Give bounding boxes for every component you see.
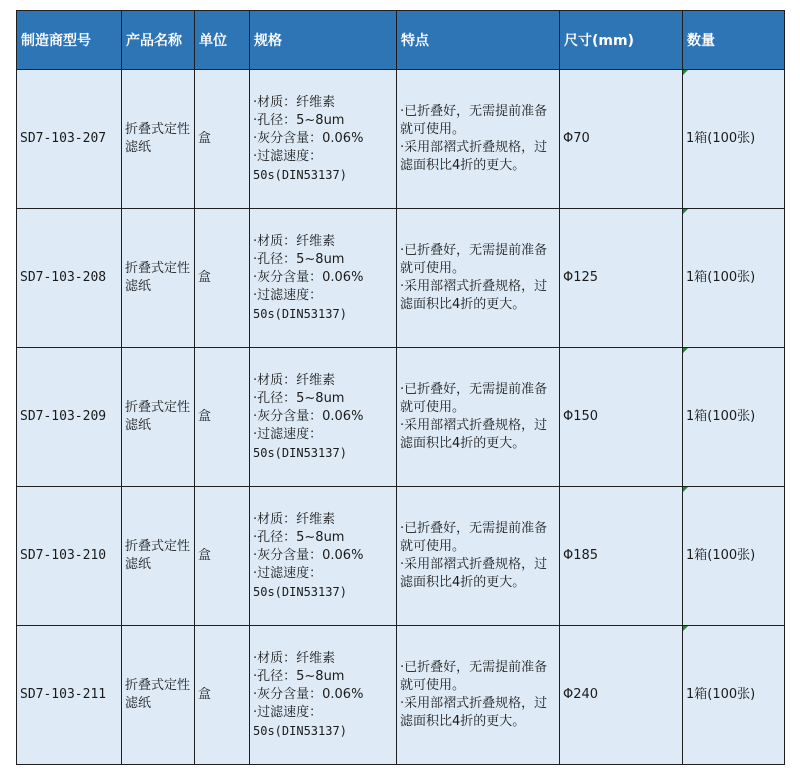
cell-spec (250, 626, 397, 765)
cell-spec (250, 209, 397, 348)
feature-line: ·采用部褶式折叠规格，过滤面积比4折的更大。 (400, 279, 548, 312)
product-spec-table (16, 10, 785, 765)
spec-line: ·灰分含量：0.06% (253, 687, 364, 702)
header-size: 尺寸(mm) (560, 11, 683, 70)
cell-size: Φ150 (560, 348, 683, 487)
cell-unit: 盒 (195, 348, 250, 487)
feature-line: ·采用部褶式折叠规格，过滤面积比4折的更大。 (400, 696, 548, 729)
cell-model: SD7-103-207 (17, 70, 122, 209)
cell-model: SD7-103-208 (17, 209, 122, 348)
spec-line: ·过滤速度： (253, 149, 323, 164)
cell-size: Φ70 (560, 70, 683, 209)
spec-line: ·灰分含量：0.06% (253, 409, 364, 424)
table-body (17, 70, 785, 765)
table-row (17, 70, 785, 209)
spec-line: ·孔径：5~8um (253, 669, 345, 684)
spec-line: ·孔径：5~8um (253, 113, 345, 128)
spec-line: ·材质：纤维素 (253, 651, 336, 666)
cell-spec (250, 487, 397, 626)
comment-corner-marker (683, 209, 688, 214)
table-row (17, 209, 785, 348)
spec-line: ·灰分含量：0.06% (253, 131, 364, 146)
header-qty: 数量 (683, 11, 785, 70)
spec-line: 50s(DIN53137) (253, 168, 347, 182)
comment-corner-marker (683, 626, 688, 631)
spec-line: ·材质：纤维素 (253, 512, 336, 527)
header-features: 特点 (397, 11, 560, 70)
cell-qty: 1箱(100张) (683, 487, 785, 626)
feature-line: ·采用部褶式折叠规格，过滤面积比4折的更大。 (400, 418, 548, 451)
cell-qty: 1箱(100张) (683, 70, 785, 209)
cell-product-name: 折叠式定性滤纸 (122, 626, 195, 765)
cell-qty: 1箱(100张) (683, 626, 785, 765)
spec-line: 50s(DIN53137) (253, 307, 347, 321)
spec-line: 50s(DIN53137) (253, 724, 347, 738)
feature-line: ·采用部褶式折叠规格，过滤面积比4折的更大。 (400, 557, 548, 590)
cell-features (397, 487, 560, 626)
spec-line: ·过滤速度： (253, 288, 323, 303)
spec-line: ·孔径：5~8um (253, 530, 345, 545)
comment-corner-marker (683, 70, 688, 75)
spec-line: ·灰分含量：0.06% (253, 270, 364, 285)
feature-line: ·已折叠好，无需提前准备就可使用。 (400, 521, 548, 554)
table-row (17, 626, 785, 765)
spec-line: ·过滤速度： (253, 427, 323, 442)
spec-line: ·过滤速度： (253, 705, 323, 720)
cell-unit: 盒 (195, 209, 250, 348)
header-unit: 单位 (195, 11, 250, 70)
comment-corner-marker (683, 487, 688, 492)
spec-line: ·材质：纤维素 (253, 373, 336, 388)
cell-features (397, 348, 560, 487)
header-name: 产品名称 (122, 11, 195, 70)
spec-line: 50s(DIN53137) (253, 585, 347, 599)
feature-line: ·已折叠好，无需提前准备就可使用。 (400, 104, 548, 137)
cell-unit: 盒 (195, 487, 250, 626)
cell-unit: 盒 (195, 70, 250, 209)
spec-line: ·孔径：5~8um (253, 391, 345, 406)
header-model: 制造商型号 (17, 11, 122, 70)
cell-product-name: 折叠式定性滤纸 (122, 487, 195, 626)
cell-spec (250, 70, 397, 209)
feature-line: ·已折叠好，无需提前准备就可使用。 (400, 382, 548, 415)
cell-size: Φ240 (560, 626, 683, 765)
cell-spec (250, 348, 397, 487)
table-row (17, 487, 785, 626)
spec-line: ·过滤速度： (253, 566, 323, 581)
comment-corner-marker (683, 348, 688, 353)
spec-line: ·孔径：5~8um (253, 252, 345, 267)
cell-model: SD7-103-209 (17, 348, 122, 487)
feature-line: ·采用部褶式折叠规格，过滤面积比4折的更大。 (400, 140, 548, 173)
cell-product-name: 折叠式定性滤纸 (122, 70, 195, 209)
cell-features (397, 209, 560, 348)
spec-line: 50s(DIN53137) (253, 446, 347, 460)
header-row (17, 11, 785, 70)
cell-unit: 盒 (195, 626, 250, 765)
cell-model: SD7-103-211 (17, 626, 122, 765)
cell-features (397, 626, 560, 765)
feature-line: ·已折叠好，无需提前准备就可使用。 (400, 660, 548, 693)
header-spec: 规格 (250, 11, 397, 70)
spec-line: ·材质：纤维素 (253, 95, 336, 110)
cell-qty: 1箱(100张) (683, 348, 785, 487)
cell-features (397, 70, 560, 209)
cell-product-name: 折叠式定性滤纸 (122, 209, 195, 348)
cell-qty: 1箱(100张) (683, 209, 785, 348)
spec-line: ·材质：纤维素 (253, 234, 336, 249)
feature-line: ·已折叠好，无需提前准备就可使用。 (400, 243, 548, 276)
cell-size: Φ185 (560, 487, 683, 626)
table-row (17, 348, 785, 487)
cell-product-name: 折叠式定性滤纸 (122, 348, 195, 487)
cell-model: SD7-103-210 (17, 487, 122, 626)
cell-size: Φ125 (560, 209, 683, 348)
spec-line: ·灰分含量：0.06% (253, 548, 364, 563)
